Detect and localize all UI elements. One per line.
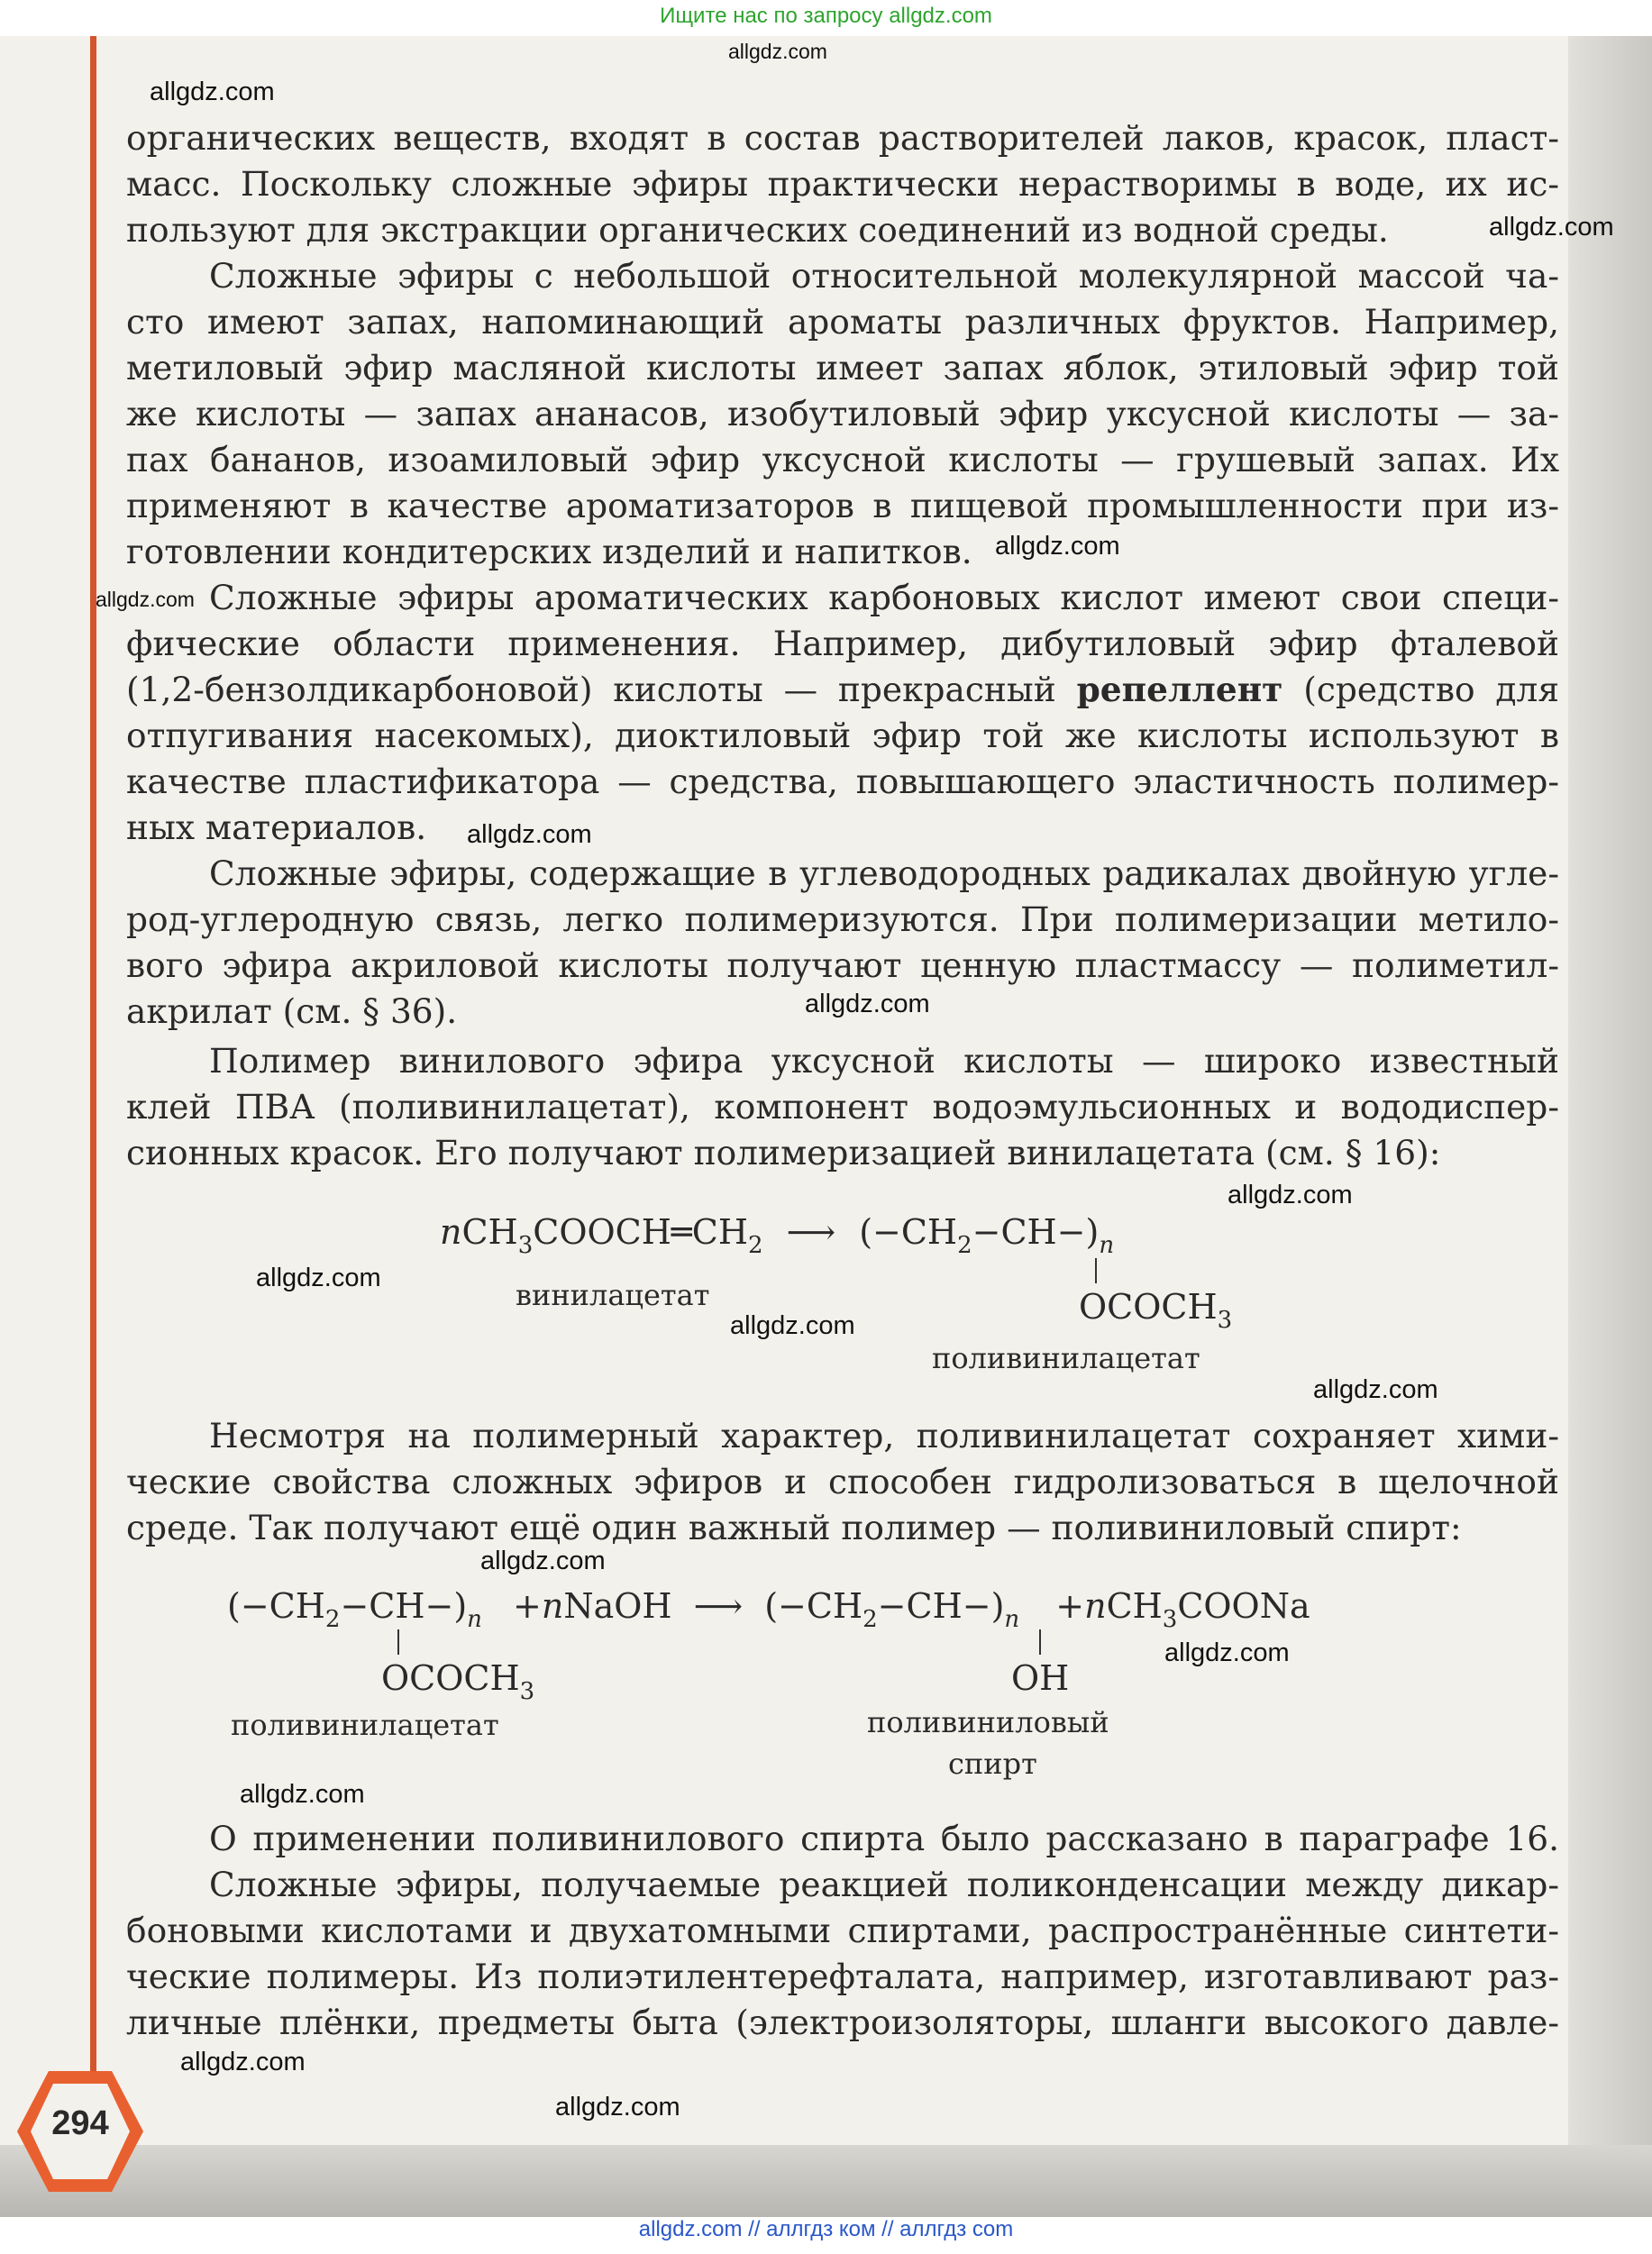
watermark[interactable]: allgdz.com [555, 2093, 680, 2122]
watermark[interactable]: allgdz.com [1164, 1638, 1290, 1667]
page-edge-shadow [1568, 36, 1652, 2217]
text-line: Сложные эфиры ароматических карбоновых кислот имеют свои специ- [209, 578, 1559, 617]
text-line: применяют в качестве ароматизаторов в пищевой промышленности при из- [126, 486, 1559, 525]
plus-sign: + [1055, 1586, 1085, 1626]
formula-part: −CH− [340, 1586, 454, 1626]
watermark[interactable]: allgdz.com [256, 1264, 381, 1292]
watermark[interactable]: allgdz.com [240, 1780, 365, 1809]
paragraph-7 [126, 1816, 1559, 2046]
formula-part: (−CH [859, 1212, 958, 1252]
page-bottom-edge [0, 2145, 1652, 2217]
text-line: Сложные эфиры с небольшой относительной молекулярной массой ча- [209, 256, 1559, 296]
branch-bond [1095, 1258, 1097, 1283]
watermark[interactable]: allgdz.com [1228, 1181, 1353, 1209]
subscript: 3 [1162, 1606, 1178, 1633]
text-line: ческие полимеры. Из полиэтилентерефталата, например, изготавливают раз- [126, 1957, 1559, 1996]
page-number: 294 [51, 2104, 109, 2142]
text-line: готовлении кондитерских изделий и напитков. [126, 532, 972, 571]
margin-accent-line [90, 36, 96, 2118]
text-line-with-term [126, 667, 1559, 713]
formula-part: CH [691, 1212, 748, 1252]
text-line: пользуют для экстракции органических соединений из водной среды. [126, 210, 1389, 250]
formula-part: CH [461, 1212, 518, 1252]
text-line: пах бананов, изоамиловый эфир уксусной кислоты — грушевый запах. Их [126, 440, 1559, 479]
watermark[interactable]: allgdz.com [467, 820, 592, 849]
text-line: вого эфира акриловой кислоты получают ценную пластмассу — полиметил- [126, 945, 1559, 985]
watermark[interactable]: allgdz.com [96, 588, 195, 611]
watermark[interactable]: allgdz.com [730, 1311, 855, 1340]
text-line: боновыми кислотами и двухатомными спиртами, распространённые синтети- [126, 1911, 1559, 1950]
text-line: метиловый эфир масляной кислоты имеет запах яблок, этиловый эфир той [126, 348, 1559, 388]
text-line: же кислоты — запах ананасов, изобутиловый эфир уксусной кислоты — за- [126, 394, 1559, 433]
formula-part: −CH− [877, 1586, 991, 1626]
label-polyvinyl-alcohol-1: поливиниловый [867, 1705, 1109, 1739]
formula-part: −CH− [972, 1212, 1086, 1252]
formula-part: OCOCH [1079, 1287, 1218, 1327]
text-line: род-углеродную связь, легко полимеризуются. При полимеризации метило- [126, 899, 1559, 939]
label-vinyl-acetate: винилацетат [516, 1278, 710, 1312]
text-line: отпугивания насекомых), диоктиловый эфир той же кислоты используют в [126, 716, 1559, 755]
text-line: Сложные эфиры, получаемые реакцией поликонденсации между дикар- [209, 1865, 1559, 1904]
watermark[interactable]: allgdz.com [480, 1547, 606, 1575]
formula-part: (−CH [227, 1586, 325, 1626]
text-line: Сложные эфиры, содержащие в углеводородных радикалах двойную угле- [209, 853, 1559, 893]
subscript-n: n [1099, 1232, 1115, 1259]
watermark[interactable]: allgdz.com [995, 532, 1120, 561]
formula-part: CH [1106, 1586, 1163, 1626]
formula-part: ) [1085, 1212, 1100, 1252]
branch-bond [397, 1629, 399, 1655]
paragraph-2 [126, 253, 1559, 575]
watermark[interactable]: allgdz.com [1313, 1375, 1438, 1404]
formula-part: COONa [1177, 1586, 1310, 1626]
text-line: среде. Так получают ещё один важный полимер — поливиниловый спирт: [126, 1508, 1462, 1547]
branch-group-right: OH [1011, 1658, 1070, 1698]
branch-group-left [381, 1658, 534, 1705]
equation-polymerization [440, 1212, 1114, 1259]
text-line: личные плёнки, предметы быта (электроизоляторы, шланги высокого давле- [126, 2003, 1559, 2042]
text-line: фические области применения. Например, дибутиловый эфир фталевой [126, 624, 1559, 663]
text-line: ческие свойства сложных эфиров и способен гидролизоваться в щелочной [126, 1462, 1559, 1501]
subscript-n: n [1004, 1606, 1020, 1633]
paragraph-5 [126, 1038, 1559, 1176]
subscript: 2 [324, 1606, 341, 1633]
paragraph-1 [126, 115, 1559, 253]
watermark[interactable]: allgdz.com [180, 2048, 306, 2076]
formula-part: NaOH [563, 1586, 672, 1626]
subscript-n: n [467, 1606, 482, 1633]
text-fragment: (средство для [1303, 670, 1559, 709]
text-line: качестве пластификатора — средства, повышающего эластичность полимер- [126, 762, 1559, 801]
paragraph-3 [126, 575, 1559, 851]
coef-n: n [1084, 1586, 1107, 1626]
formula-part: COOCH [533, 1212, 671, 1252]
subscript: 3 [517, 1232, 534, 1259]
text-fragment: (1,2-бензолдикарбоновой) кислоты — прекрасный [126, 670, 1056, 709]
term-repellent: репеллент [1076, 670, 1283, 709]
coef-n: n [541, 1586, 564, 1626]
reaction-arrow: ⟶ [693, 1586, 744, 1626]
coef-n: n [440, 1212, 462, 1252]
watermark[interactable]: allgdz.com [728, 40, 827, 63]
reaction-arrow: ⟶ [786, 1212, 836, 1252]
label-polyvinyl-acetate-2: поливинилацетат [231, 1708, 499, 1742]
text-line: масс. Поскольку сложные эфиры практически нерастворимы в воде, их ис- [126, 164, 1559, 204]
top-banner[interactable]: Ищите нас по запросу allgdz.com [660, 4, 992, 28]
text-line: органических веществ, входят в состав растворителей лаков, красок, пласт- [126, 118, 1559, 158]
text-line: сто имеют запах, напоминающий ароматы различных фруктов. Например, [126, 302, 1559, 342]
text-line: клей ПВА (поливинилацетат), компонент водоэмульсионных и вододиспер- [126, 1087, 1559, 1127]
subscript: 2 [957, 1232, 972, 1259]
formula-part: ) [453, 1586, 468, 1626]
subscript: 2 [863, 1606, 878, 1633]
footer-links[interactable]: allgdz.com // аллгдз ком // аллгдз com [638, 2217, 1014, 2241]
subscript: 3 [1217, 1307, 1233, 1334]
text-line: сионных красок. Его получают полимеризацией винилацетата (см. § 16): [126, 1133, 1441, 1173]
formula-part: OCOCH [381, 1658, 520, 1698]
text-line: Несмотря на полимерный характер, поливинилацетат сохраняет хими- [209, 1416, 1559, 1456]
label-polyvinyl-alcohol-2: спирт [948, 1747, 1037, 1781]
watermark[interactable]: allgdz.com [805, 990, 930, 1018]
watermark[interactable]: allgdz.com [150, 78, 275, 106]
text-line: Полимер винилового эфира уксусной кислоты — широко известный [209, 1041, 1559, 1081]
label-polyvinyl-acetate: поливинилацетат [932, 1341, 1200, 1375]
formula-part: ) [990, 1586, 1005, 1626]
equation-hydrolysis [227, 1586, 1310, 1633]
subscript: 3 [519, 1678, 535, 1705]
text-line: акрилат (см. § 36). [126, 991, 458, 1031]
subscript: 2 [747, 1232, 763, 1259]
plus-sign: + [513, 1586, 542, 1626]
branch-group [1079, 1287, 1232, 1334]
formula-part: (−CH [764, 1586, 863, 1626]
branch-bond [1039, 1629, 1041, 1655]
double-bond: ═ [671, 1212, 692, 1252]
paragraph-6 [126, 1413, 1559, 1551]
text-line: ных материалов. [126, 808, 427, 847]
text-line: О применении поливинилового спирта было рассказано в параграфе 16. [209, 1819, 1559, 1858]
watermark[interactable]: allgdz.com [1489, 213, 1614, 242]
